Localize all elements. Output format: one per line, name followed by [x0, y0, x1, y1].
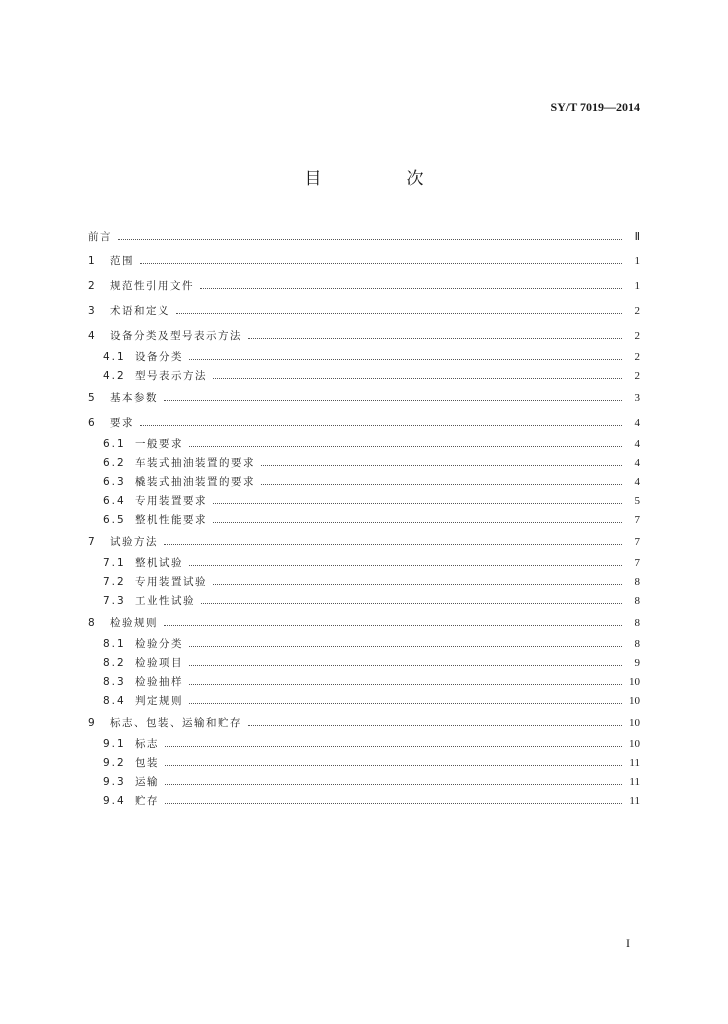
toc-entry[interactable]	[88, 277, 640, 295]
toc-entry-number: 9.1	[103, 738, 126, 750]
toc-entry-number: 8.2	[103, 657, 126, 669]
toc-leader-dots	[140, 262, 622, 264]
toc-entry-label: 基本参数	[110, 392, 158, 404]
toc-entry[interactable]	[88, 492, 640, 510]
toc-entry-page: 8	[634, 638, 640, 650]
toc-entry-label: 专用装置要求	[135, 495, 207, 507]
toc-entry-number: 9.2	[103, 757, 126, 769]
toc-entry[interactable]	[88, 673, 640, 691]
toc-entry-number: 6.4	[103, 495, 126, 507]
toc-entry[interactable]	[88, 614, 640, 632]
toc-leader-dots	[165, 783, 622, 785]
toc-leader-dots	[201, 602, 622, 604]
toc-entry-label: 型号表示方法	[135, 370, 207, 382]
toc-leader-dots	[248, 337, 622, 339]
toc-entry[interactable]	[88, 454, 640, 472]
toc-entry-page: 9	[634, 657, 640, 669]
toc-leader-dots	[261, 464, 622, 466]
toc-leader-dots	[200, 287, 622, 289]
toc-entry-label: 专用装置试验	[135, 576, 207, 588]
toc-entry-label: 要求	[110, 417, 134, 429]
toc-entry[interactable]	[88, 389, 640, 407]
toc-entry-number: 8	[88, 617, 95, 629]
toc-entry-label: 范围	[110, 255, 134, 267]
toc-entry[interactable]	[88, 511, 640, 529]
toc-leader-dots	[165, 745, 622, 747]
toc-entry[interactable]	[88, 302, 640, 320]
toc-entry-page: 5	[634, 495, 640, 507]
toc-entry-label: 整机试验	[135, 557, 183, 569]
toc-entry-label: 检验项目	[135, 657, 183, 669]
toc-entry-label: 检验抽样	[135, 676, 183, 688]
toc-entry-number: 1	[88, 255, 95, 267]
toc-entry-label: 检验分类	[135, 638, 183, 650]
toc-entry-number: 9	[88, 717, 95, 729]
toc-entry[interactable]	[88, 414, 640, 432]
toc-entry-page: 3	[634, 392, 640, 404]
toc-entry-page: 8	[634, 576, 640, 588]
toc-entry-number: 6.2	[103, 457, 126, 469]
toc-entry-page: Ⅱ	[634, 231, 640, 243]
toc-entry-label: 整机性能要求	[135, 514, 207, 526]
toc-entry-number: 7.2	[103, 576, 126, 588]
toc-leader-dots	[118, 238, 622, 240]
toc-entry-number: 3	[88, 305, 95, 317]
toc-entry-page: 8	[634, 595, 640, 607]
toc-entry[interactable]	[88, 714, 640, 732]
toc-entry[interactable]	[88, 327, 640, 345]
toc-entry-page: 4	[634, 438, 640, 450]
toc-entry-page: 10	[629, 717, 640, 729]
toc-entry-number: 8.4	[103, 695, 126, 707]
toc-leader-dots	[213, 521, 622, 523]
toc-leader-dots	[189, 564, 622, 566]
toc-entry[interactable]	[88, 654, 640, 672]
toc-leader-dots	[261, 483, 622, 485]
toc-entry-page: 8	[634, 617, 640, 629]
page-number: I	[626, 936, 630, 950]
toc-leader-dots	[213, 502, 622, 504]
toc-entry-number: 7	[88, 536, 95, 548]
toc-leader-dots	[189, 683, 622, 685]
toc-leader-dots	[165, 802, 622, 804]
toc-entry-page: 4	[634, 476, 640, 488]
toc-entry-label: 工业性试验	[135, 595, 195, 607]
table-of-contents	[88, 228, 640, 818]
toc-entry-number: 8.1	[103, 638, 126, 650]
toc-entry-label: 贮存	[135, 795, 159, 807]
toc-entry-page: 7	[634, 557, 640, 569]
toc-entry-label: 运输	[135, 776, 159, 788]
toc-entry-number: 5	[88, 392, 95, 404]
toc-entry[interactable]	[88, 773, 640, 791]
toc-entry[interactable]	[88, 635, 640, 653]
toc-leader-dots	[164, 399, 622, 401]
toc-entry-label: 标志、包装、运输和贮存	[110, 717, 242, 729]
toc-leader-dots	[213, 377, 622, 379]
toc-entry-page: 10	[629, 738, 640, 750]
toc-entry[interactable]	[88, 367, 640, 385]
toc-entry-page: 1	[634, 280, 640, 292]
toc-entry-page: 4	[634, 457, 640, 469]
toc-leader-dots	[189, 645, 622, 647]
toc-leader-dots	[176, 312, 622, 314]
toc-entry[interactable]	[88, 592, 640, 610]
toc-entry-page: 10	[629, 695, 640, 707]
toc-entry-page: 7	[634, 536, 640, 548]
toc-entry-number: 7.1	[103, 557, 126, 569]
toc-entry-label: 检验规则	[110, 617, 158, 629]
toc-entry-page: 2	[634, 351, 640, 363]
toc-entry-number: 2	[88, 280, 95, 292]
toc-entry[interactable]	[88, 792, 640, 810]
toc-entry-page: 4	[634, 417, 640, 429]
toc-entry-label: 试验方法	[110, 536, 158, 548]
toc-entry-label: 车装式抽油装置的要求	[135, 457, 255, 469]
toc-entry-page: 1	[634, 255, 640, 267]
toc-entry-label: 包装	[135, 757, 159, 769]
toc-entry-number: 6.1	[103, 438, 126, 450]
page-title: 目 次	[304, 169, 458, 189]
toc-entry-number: 6	[88, 417, 95, 429]
toc-entry[interactable]	[88, 735, 640, 753]
toc-entry-page: 2	[634, 305, 640, 317]
toc-entry-label: 术语和定义	[110, 305, 170, 317]
toc-entry-label: 前言	[88, 231, 112, 243]
toc-leader-dots	[248, 724, 622, 726]
toc-entry-number: 9.4	[103, 795, 126, 807]
toc-entry-label: 设备分类	[135, 351, 183, 363]
toc-leader-dots	[140, 424, 622, 426]
toc-entry-page: 7	[634, 514, 640, 526]
toc-entry-page: 11	[629, 795, 640, 807]
toc-entry[interactable]	[88, 573, 640, 591]
toc-entry-number: 6.3	[103, 476, 126, 488]
toc-entry[interactable]	[88, 228, 640, 246]
toc-leader-dots	[189, 358, 622, 360]
toc-entry-number: 9.3	[103, 776, 126, 788]
toc-entry-page: 2	[634, 370, 640, 382]
toc-entry-page: 2	[634, 330, 640, 342]
toc-entry[interactable]	[88, 692, 640, 710]
toc-entry-label: 橇装式抽油装置的要求	[135, 476, 255, 488]
toc-entry-label: 判定规则	[135, 695, 183, 707]
toc-entry-number: 4	[88, 330, 95, 342]
toc-entry-label: 规范性引用文件	[110, 280, 194, 292]
toc-entry[interactable]	[88, 252, 640, 270]
toc-entry[interactable]	[88, 348, 640, 366]
toc-entry[interactable]	[88, 554, 640, 572]
toc-leader-dots	[165, 764, 622, 766]
toc-entry[interactable]	[88, 533, 640, 551]
toc-entry-label: 标志	[135, 738, 159, 750]
toc-leader-dots	[189, 702, 622, 704]
toc-leader-dots	[189, 664, 622, 666]
toc-entry[interactable]	[88, 473, 640, 491]
toc-entry-number: 7.3	[103, 595, 126, 607]
toc-entry-label: 一般要求	[135, 438, 183, 450]
toc-entry-number: 4.2	[103, 370, 126, 382]
toc-leader-dots	[164, 543, 622, 545]
standard-number: SY/T 7019—2014	[550, 100, 640, 114]
toc-entry-number: 6.5	[103, 514, 126, 526]
toc-entry-page: 11	[629, 776, 640, 788]
toc-entry[interactable]	[88, 754, 640, 772]
toc-entry-number: 8.3	[103, 676, 126, 688]
toc-entry-number: 4.1	[103, 351, 126, 363]
toc-leader-dots	[164, 624, 622, 626]
toc-leader-dots	[213, 583, 622, 585]
toc-entry-page: 11	[629, 757, 640, 769]
toc-entry-label: 设备分类及型号表示方法	[110, 330, 242, 342]
toc-entry-page: 10	[629, 676, 640, 688]
toc-entry[interactable]	[88, 435, 640, 453]
toc-leader-dots	[189, 445, 622, 447]
